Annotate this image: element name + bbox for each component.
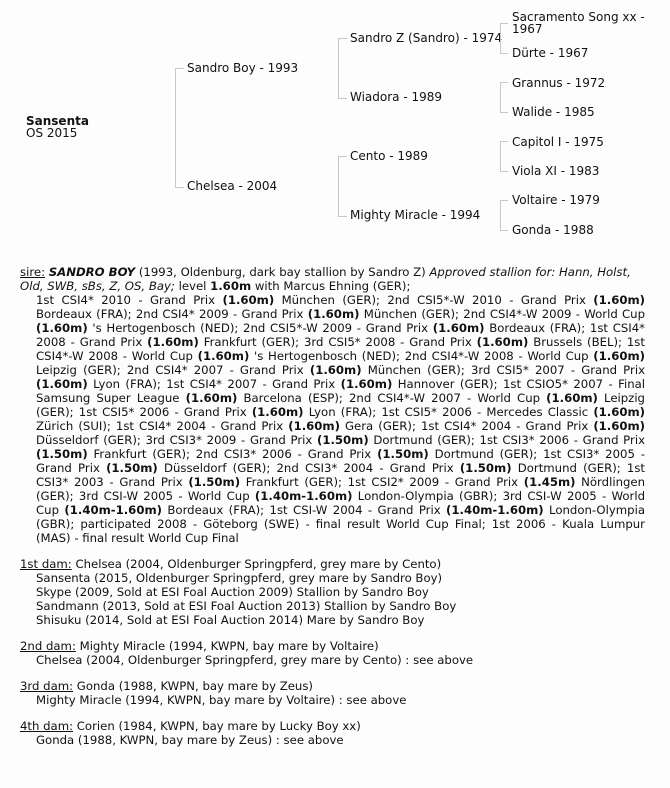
result-place: Bordeaux (FRA); [36,307,136,321]
result-height: (1.50m) [317,433,369,447]
result-height: (1.50m) [377,447,429,461]
dam-label: 3rd dam: [20,679,74,693]
result-place: London-Olympia (GBR); [352,489,503,503]
sire-node[interactable]: Sandro Boy - 1993 [187,61,299,75]
sire-results [36,293,645,545]
result-place: Bordeaux (FRA); [484,321,590,335]
result-place: 's Hertogenbosch (NED); [87,321,244,335]
result-height: (1.60m) [476,335,529,349]
result-place: München (GER); [361,363,471,377]
result-height: (1.60m) [593,419,646,433]
subject-name: Sansenta [26,114,89,128]
result-height: (1.60m) [432,321,485,335]
result-entry [166,377,503,391]
dam-text: Gonda (1988, KWPN, bay mare by Zeus) [73,679,313,693]
result-height: (1.60m) [251,405,304,419]
sss-node[interactable] [512,11,645,35]
result-place: Düsseldorf (GER); [157,461,277,475]
sire-level-suffix: with Marcus Ehning (GER); [251,279,411,293]
result-place: München (GER); [359,307,464,321]
offspring-item: Shisuku (2014, Sold at ESI Foal Auction 2014) Mare by Sandro Boy [36,613,425,627]
result-event: 2nd CSI4* 2007 - Grand Prix [126,363,310,377]
offspring-item: Sandmann (2013, Sold at ESI Foal Auction 2013) Stallion by Sandro Boy [36,599,457,613]
sire-info: (1993, Oldenburg, dark bay stallion by Sandro Z) [135,265,430,279]
result-place: München (GER); [274,293,388,307]
sire-level: 1.60m [210,279,252,293]
result-event: 1st CSI3* 2005 - Grand Prix [36,447,645,475]
dam-header [20,639,645,653]
result-place: Dortmund (GER); [428,447,544,461]
result-entry [146,433,480,447]
result-entry [79,489,503,503]
result-height: (1.50m) [106,461,158,475]
subject-horse [26,115,89,139]
dam-block [20,679,645,707]
result-height: (1.60m) [593,349,645,363]
result-place: Frankfurt (GER); [240,475,348,489]
dsd-node[interactable]: Viola XI - 1983 [512,164,600,178]
dam-text: Corien (1984, KWPN, bay mare by Lucky Boy xx) [73,719,361,733]
result-place: Barcelona (ESP); [237,391,349,405]
dss-node[interactable]: Capitol I - 1975 [512,135,604,149]
result-place: Gera (GER); [339,419,421,433]
pedigree-tree [0,0,670,250]
result-place: Zürich (SUI); [36,419,116,433]
result-height: (1.50m) [188,475,241,489]
result-event: 3rd CSI5* 2007 - Grand Prix [470,363,645,377]
offspring-item: Gonda (1988, KWPN, bay mare by Zeus) : see above [36,733,344,747]
dam-sire-node[interactable]: Cento - 1989 [350,149,428,163]
result-height: (1.60m) [309,363,362,377]
result-event: 1st CSI3* 2003 - Grand Prix [36,461,646,489]
result-place: Leipzig (GER); [36,391,645,419]
result-place: Frankfurt (GER); [198,335,304,349]
offspring-item: Sansenta (2015, Oldenburger Springpferd, grey mare by Sandro Boy) [36,571,443,585]
connector-gen1 [175,68,184,188]
result-event: 2nd CSI3* 2006 - Grand Prix [195,447,378,461]
result-entry [36,293,387,307]
dam-header [20,719,645,733]
sire-approved: Approved stallion for: Hann, Holst, Old, SWB, sBs, Z, OS, Bay; [20,265,631,293]
offspring-item: Skype (2009, Sold at ESI Foal Auction 2009) Stallion by Sandro Boy [36,585,429,599]
sire-header [20,265,645,293]
dds-node[interactable]: Voltaire - 1979 [512,193,600,207]
result-height: (1.60m) [340,377,393,391]
result-height: (1.40m-1.60m) [64,503,162,517]
result-height: (1.60m) [197,349,250,363]
result-place: 's Hertogenbosch (NED); [249,349,405,363]
ssd-node[interactable]: Dürte - 1967 [512,46,589,60]
result-event: 2nd CSI4*-W 2008 - World Cup [404,349,594,363]
result-place: Bordeaux (FRA); [161,503,270,517]
sire-dam-node[interactable]: Wiadora - 1989 [350,90,443,104]
result-height: (1.60m) [185,391,238,405]
connector-gen3-2 [500,82,508,113]
result-entry [136,307,463,321]
result-height: (1.40m-1.60m) [254,489,353,503]
offspring-item: Mighty Miracle (1994, KWPN, bay mare by Voltaire) : see above [36,693,407,707]
result-event: 2nd CSI4*-W 2007 - World Cup [349,391,547,405]
result-event: 1st CSI4* 2004 - Grand Prix [420,419,594,433]
dam-block [20,719,645,747]
result-entry [127,363,471,377]
result-event: 1st CSI5* 2006 - Grand Prix [78,405,252,419]
result-place: Nördlingen (GER); [36,475,645,503]
offspring-item: Chelsea (2004, Oldenburger Springpferd, grey mare by Cento) : see above [36,653,474,667]
result-height: (1.60m) [36,321,88,335]
result-event: 1st CSIO5* 2007 - Final Samsung Super League [36,377,646,405]
connector-gen2-sire [338,38,347,99]
result-event: 2nd CSI5*-W 2010 - Grand Prix [387,293,594,307]
result-place: Brussels (BEL); [528,335,627,349]
result-height: (1.40m-1.60m) [446,503,544,517]
result-event: 2nd CSI5*-W 2009 - Grand Prix [243,321,433,335]
result-event: 1st CSI4* 2008 - Grand Prix [36,321,646,349]
sire-label: sire: [20,265,46,279]
dam-header [20,557,645,571]
result-place: Hannover (GER); [392,377,503,391]
result-height: (1.60m) [546,391,598,405]
ddd-node[interactable]: Gonda - 1988 [512,223,594,237]
dam-dam-node[interactable]: Mighty Miracle - 1994 [350,208,481,222]
result-place: Dortmund (GER); [511,461,627,475]
sire-level-prefix: level [174,279,211,293]
result-event: 1st CSI-W 2004 - Grand Prix [269,503,447,517]
result-place: Düsseldorf (GER); [36,433,146,447]
connector-gen3-3 [500,141,508,172]
result-event: 3rd CSI5* 2008 - Grand Prix [304,335,477,349]
result-event: 3rd CSI3* 2009 - Grand Prix [145,433,317,447]
result-place: Leipzig (GER); [36,363,127,377]
dam-header [20,679,645,693]
result-place: Dortmund (GER); [368,433,480,447]
result-entry [196,447,543,461]
result-event: participated 2008 - Göteborg (SWE) - final result World Cup Final; [80,517,492,531]
result-entry [276,461,626,475]
result-event: 3rd CSI-W 2005 - World Cup [36,489,645,517]
dam-label: 4th dam: [20,719,74,733]
result-event: 2nd CSI4*-W 2009 - World Cup [463,307,646,321]
result-height: (1.60m) [36,377,88,391]
result-place: Frankfurt (GER); [87,447,196,461]
result-height: (1.60m) [593,405,646,419]
sire-section [20,265,645,747]
result-height: (1.60m) [593,293,645,307]
result-event: 1st 2006 - Kuala Lumpur (MAS) - final result World Cup Final [36,517,645,545]
dam-block [20,639,645,667]
result-event: 1st CSI2* 2009 - Grand Prix [347,475,524,489]
dam-line-list [20,557,645,747]
connector-gen3-1 [500,23,508,54]
result-height: (1.60m) [222,293,275,307]
result-event: 1st CSI4* 2010 - Grand Prix [36,293,223,307]
sss-name-line1: Sacramento Song xx - [512,10,645,24]
result-event: 1st CSI4* 2004 - Grand Prix [115,419,289,433]
dam-block [20,557,645,627]
result-height: (1.60m) [147,335,199,349]
result-height: (1.45m) [523,475,576,489]
result-event: 1st CSI4*-W 2008 - World Cup [36,335,645,363]
result-height: (1.60m) [307,307,360,321]
sire-name: SANDRO BOY [48,265,136,279]
sss-name-line2: 1967 [512,22,543,36]
result-entry [243,321,590,335]
connector-gen3-4 [500,200,508,231]
result-event: 2nd CSI3* 2004 - Grand Prix [276,461,460,475]
result-height: (1.60m) [288,419,340,433]
dam-node[interactable]: Chelsea - 2004 [187,179,278,193]
result-event: 1st CSI4* 2007 - Grand Prix [166,377,341,391]
result-height: (1.50m) [459,461,512,475]
result-height: (1.50m) [36,447,88,461]
dam-text: Chelsea (2004, Oldenburger Springpferd, grey mare by Cento) [71,557,442,571]
result-place: London-Olympia (GBR); [36,503,645,531]
subject-detail: OS 2015 [26,126,78,140]
dam-label: 2nd dam: [20,639,76,653]
sdd-node[interactable]: Walide - 1985 [512,105,595,119]
result-entry [116,419,421,433]
result-entry [304,335,627,349]
result-entry [79,405,382,419]
result-event: 1st CSI5* 2006 - Mercedes Classic [381,405,594,419]
sire-sire-node[interactable]: Sandro Z (Sandro) - 1974 [350,31,503,45]
sds-node[interactable]: Grannus - 1972 [512,76,606,90]
result-event: 3rd CSI-W 2005 - World Cup [78,489,255,503]
result-event: 2nd CSI4* 2009 - Grand Prix [135,307,308,321]
result-place: Lyon (FRA); [87,377,167,391]
result-event: 1st CSI3* 2006 - Grand Prix [479,433,645,447]
dam-label: 1st dam: [20,557,72,571]
result-entry [80,517,491,531]
connector-gen2-dam [338,156,347,217]
dam-text: Mighty Miracle (1994, KWPN, bay mare by Voltaire) [75,639,379,653]
result-place: Lyon (FRA); [303,405,382,419]
